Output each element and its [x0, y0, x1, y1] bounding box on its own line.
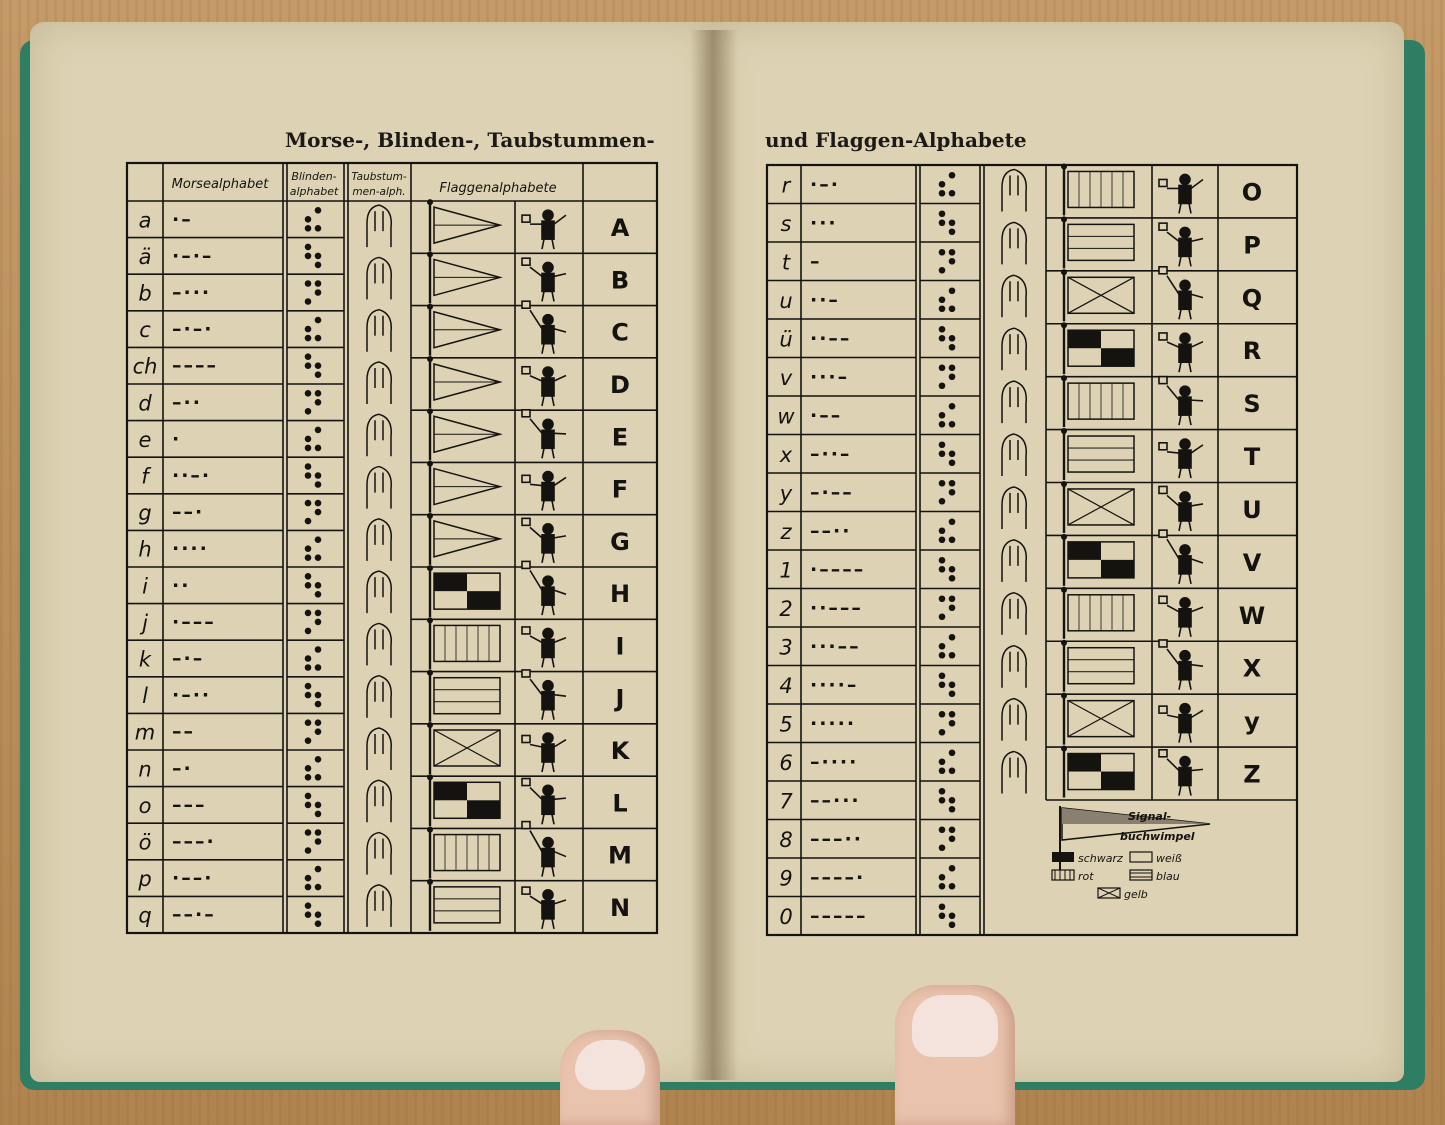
- row-morse-code: –·: [172, 757, 193, 780]
- row-morse-code: ––·: [172, 501, 205, 524]
- row-morse-code: ··–: [810, 288, 840, 311]
- row-letter: ch: [132, 354, 158, 379]
- semaphore-figure-icon: [1159, 704, 1203, 743]
- flag-letter: K: [610, 737, 630, 765]
- braille-dots: [939, 326, 956, 351]
- row-letter: z: [780, 519, 792, 544]
- braille-dots: [939, 172, 956, 197]
- right-table-grid: [767, 165, 1297, 935]
- braille-dots: [939, 788, 956, 813]
- signal-flag-icon: [1061, 481, 1134, 533]
- row-letter: o: [138, 793, 152, 818]
- semaphore-figure-icon: [1159, 750, 1203, 796]
- semaphore-figure-icon: [1159, 640, 1203, 690]
- left-page-title: Morse-, Blinden-, Taubstummen-: [285, 128, 655, 152]
- flag-letter: T: [1243, 443, 1261, 472]
- header-taubstummen-1: Taubstum-: [351, 171, 407, 183]
- flag-letter: W: [1238, 601, 1266, 630]
- hand-sign-icon: [1002, 328, 1026, 370]
- flag-letter: y: [1244, 707, 1260, 736]
- row-morse-code: ––: [172, 720, 195, 743]
- row-letter: y: [779, 481, 793, 506]
- row-morse-code: –····: [810, 750, 859, 773]
- semaphore-figure-icon: [1159, 596, 1203, 637]
- row-letter: f: [141, 464, 149, 489]
- row-morse-code: ·–––: [172, 610, 216, 633]
- row-letter: 6: [779, 750, 793, 775]
- row-morse-code: ·––·: [172, 867, 214, 890]
- flag-letter: X: [1242, 654, 1262, 683]
- semaphore-figure-icon: [1159, 333, 1203, 372]
- row-letter: p: [138, 867, 152, 892]
- braille-dots: [939, 865, 956, 890]
- flag-letter: N: [609, 893, 631, 922]
- signal-flag-icon: [1061, 269, 1134, 321]
- left-thumbnail: [575, 1040, 645, 1090]
- row-morse-code: ·––: [810, 404, 843, 427]
- braille-dots: [939, 403, 956, 428]
- braille-dots: [939, 595, 956, 620]
- flag-letter: C: [611, 318, 629, 347]
- row-letter: 4: [779, 673, 793, 698]
- flag-letter: B: [610, 266, 630, 295]
- row-morse-code: ––––: [172, 354, 218, 377]
- row-morse-code: ····–: [810, 673, 859, 696]
- row-morse-code: –··–: [810, 442, 852, 465]
- row-morse-code: ···–: [810, 365, 850, 388]
- row-morse-code: ·–: [172, 208, 193, 231]
- row-morse-code: ····: [172, 537, 209, 560]
- row-letter: 0: [779, 904, 793, 929]
- row-letter: q: [138, 903, 152, 928]
- row-letter: 5: [779, 712, 793, 737]
- row-morse-code: ··––: [810, 327, 852, 350]
- flag-letter: P: [1243, 231, 1261, 260]
- row-morse-code: ––·–: [172, 903, 216, 926]
- signal-flag-icon: [1061, 428, 1134, 480]
- hand-sign-icon: [1002, 752, 1026, 794]
- legend-schwarz: schwarz: [1078, 852, 1123, 865]
- signal-flag-icon: [1061, 322, 1134, 374]
- flag-letter: Q: [1241, 284, 1263, 313]
- row-morse-code: –·–·: [172, 318, 214, 341]
- row-letter: 9: [779, 866, 793, 891]
- right-thumbnail: [912, 995, 998, 1057]
- hand-sign-icon: [1002, 381, 1026, 423]
- header-blindenalphabet-2: alphabet: [289, 185, 339, 198]
- semaphore-figure-icon: [1159, 530, 1203, 584]
- row-letter: v: [779, 365, 793, 390]
- flag-letter: V: [1242, 548, 1262, 577]
- flag-letter: M: [608, 841, 632, 870]
- signal-flag-icon: [1061, 163, 1134, 215]
- row-letter: w: [777, 404, 795, 429]
- color-legend: [1052, 806, 1210, 901]
- semaphore-figure-icon: [1159, 377, 1203, 426]
- row-letter: c: [139, 318, 151, 343]
- braille-dots: [939, 826, 956, 851]
- legend-rot: rot: [1078, 870, 1094, 883]
- right-page-title: und Flaggen-Alphabete: [765, 128, 1027, 152]
- row-letter: 1: [779, 558, 793, 583]
- flag-letter: S: [1243, 390, 1261, 419]
- row-morse-code: –––––: [810, 904, 868, 927]
- row-letter: k: [138, 647, 152, 672]
- signal-flag-icon: [1061, 746, 1134, 798]
- braille-dots: [939, 672, 956, 697]
- hand-sign-icon: [1002, 222, 1026, 264]
- legend-gelb: gelb: [1124, 888, 1148, 901]
- header-taubstummen-2: men-alph.: [352, 186, 406, 198]
- semaphore-figure-icon: [1159, 439, 1203, 478]
- header-flaggenalphabete: Flaggenalphabete: [439, 181, 557, 196]
- row-letter: b: [138, 281, 152, 306]
- flag-letter: H: [609, 580, 631, 609]
- row-morse-code: ––––·: [810, 866, 866, 889]
- signal-flag-icon: [1061, 375, 1134, 427]
- flag-letter: G: [610, 527, 630, 556]
- braille-dots: [939, 364, 956, 389]
- legend-weiss: weiß: [1156, 852, 1182, 865]
- row-letter: s: [780, 211, 792, 236]
- semaphore-figure-icon: [1159, 486, 1203, 530]
- row-letter: h: [138, 537, 152, 562]
- row-morse-code: –: [810, 250, 822, 273]
- row-letter: i: [142, 574, 148, 599]
- flag-letter: E: [611, 423, 629, 452]
- braille-dots: [939, 210, 956, 235]
- row-letter: e: [138, 427, 152, 452]
- hand-sign-icon: [1002, 699, 1026, 741]
- hand-sign-icon: [1002, 593, 1026, 635]
- row-morse-code: –·–: [172, 647, 205, 670]
- row-letter: r: [781, 173, 791, 198]
- row-letter: ä: [138, 244, 152, 269]
- row-letter: j: [142, 610, 148, 635]
- row-morse-code: ––···: [810, 789, 861, 812]
- row-morse-code: –––·: [172, 830, 216, 853]
- row-morse-code: –···: [172, 281, 212, 304]
- signal-flag-icon: [1061, 640, 1134, 692]
- row-morse-code: ··–·: [172, 464, 212, 487]
- hand-sign-icon: [1002, 646, 1026, 688]
- row-morse-code: ·····: [810, 712, 857, 735]
- row-letter: l: [142, 684, 148, 709]
- braille-dots: [939, 249, 956, 274]
- row-letter: t: [781, 250, 791, 275]
- signal-flag-icon: [1061, 587, 1134, 639]
- flag-letter: D: [610, 371, 630, 399]
- row-morse-code: –··: [172, 391, 202, 414]
- row-letter: ü: [779, 327, 793, 352]
- legend-signal-2: buchwimpel: [1120, 830, 1195, 843]
- flag-letter: Z: [1243, 760, 1261, 789]
- braille-dots: [939, 711, 956, 736]
- row-morse-code: ··–––: [810, 596, 863, 619]
- row-letter: d: [138, 391, 152, 416]
- semaphore-figure-icon: [1159, 223, 1203, 266]
- braille-dots: [939, 903, 956, 928]
- flag-letter: A: [610, 214, 630, 243]
- row-letter: a: [138, 208, 152, 233]
- row-letter: 2: [779, 596, 793, 621]
- hand-sign-icon: [1002, 169, 1026, 211]
- hand-sign-icon: [1002, 487, 1026, 529]
- row-morse-code: ·––––: [810, 558, 866, 581]
- row-morse-code: ··: [172, 574, 191, 597]
- flag-letter: F: [611, 475, 629, 504]
- row-letter: g: [138, 501, 152, 526]
- row-morse-code: ––··: [810, 519, 852, 542]
- row-letter: x: [779, 442, 793, 467]
- header-blindenalphabet-1: Blinden-: [291, 170, 337, 183]
- header-morsealphabet: Morsealphabet: [171, 177, 269, 192]
- row-letter: 3: [779, 635, 793, 660]
- hand-sign-icon: [1002, 540, 1026, 582]
- flag-letter: R: [1242, 337, 1262, 366]
- signal-flag-icon: [1061, 216, 1134, 268]
- row-letter: n: [138, 757, 152, 782]
- braille-dots: [939, 441, 956, 466]
- flag-letter: L: [612, 789, 628, 818]
- row-letter: u: [779, 288, 793, 313]
- braille-dots: [939, 480, 956, 505]
- row-letter: 7: [779, 789, 793, 814]
- legend-signal-1: Signal-: [1128, 810, 1172, 823]
- flag-letter: I: [615, 632, 625, 661]
- row-morse-code: ·–·: [810, 173, 840, 196]
- row-morse-code: ···: [810, 211, 838, 234]
- row-morse-code: ·–·–: [172, 244, 214, 267]
- legend-blau: blau: [1156, 870, 1180, 883]
- flag-letter: U: [1242, 495, 1262, 524]
- hand-sign-icon: [1002, 275, 1026, 317]
- flag-letter: O: [1241, 178, 1263, 207]
- braille-dots: [939, 749, 956, 774]
- row-morse-code: ·: [172, 427, 182, 450]
- signal-flag-icon: [1061, 693, 1134, 745]
- braille-dots: [939, 287, 956, 312]
- signal-flag-icon: [1061, 534, 1134, 586]
- braille-dots: [939, 557, 956, 582]
- semaphore-figure-icon: [1159, 267, 1203, 320]
- row-morse-code: –·––: [810, 481, 854, 504]
- row-morse-code: –––: [172, 793, 207, 816]
- row-letter: m: [134, 720, 156, 745]
- flag-letter: J: [615, 684, 625, 713]
- braille-dots: [939, 634, 956, 659]
- semaphore-figure-icon: [1159, 174, 1203, 213]
- hand-sign-icon: [1002, 434, 1026, 476]
- braille-dots: [939, 518, 956, 543]
- row-letter: 8: [779, 827, 793, 852]
- row-letter: ö: [138, 830, 152, 855]
- row-morse-code: –––··: [810, 827, 863, 850]
- row-morse-code: ·–··: [172, 684, 212, 707]
- row-morse-code: ···––: [810, 635, 861, 658]
